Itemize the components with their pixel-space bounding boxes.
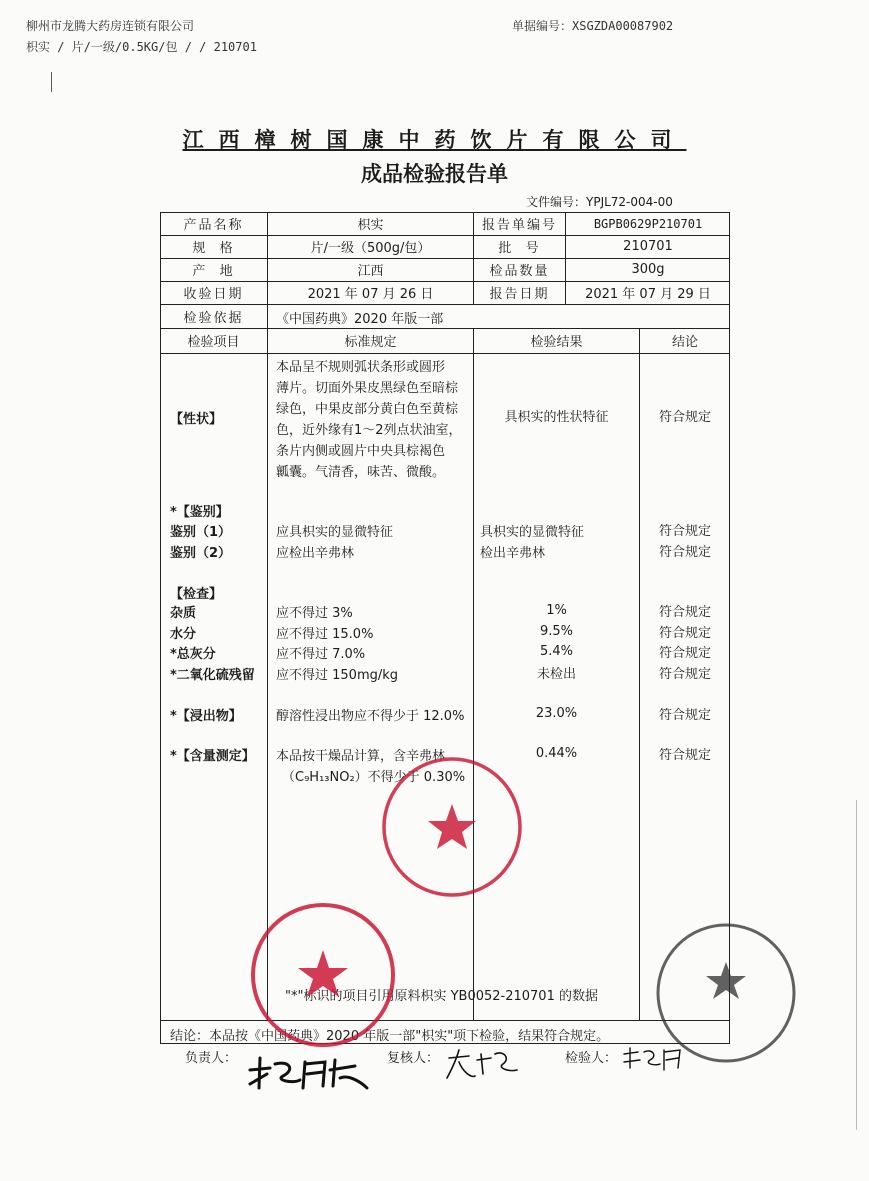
- identification-header: *【鉴别】: [170, 505, 229, 520]
- character-line: 绿色，中果皮部分黄白色至黄棕: [276, 402, 459, 417]
- identification-conclusion: 符合规定: [658, 523, 711, 539]
- responsible-label: 负责人：: [185, 1051, 238, 1066]
- receive-date: 2021 年 07 月 26 日: [307, 287, 434, 302]
- scan-edge-line: [856, 800, 857, 1130]
- character-line: 瓤囊。气清香，味苦、微酸。: [276, 465, 446, 480]
- report-date: 2021 年 07 月 29 日: [585, 287, 711, 302]
- origin: 江西: [357, 264, 384, 279]
- extract-conclusion: 符合规定: [658, 707, 711, 723]
- character-standard: [276, 357, 476, 483]
- responsible-signature: [245, 1050, 375, 1095]
- origin-label: 产 地: [192, 264, 235, 279]
- final-conclusion: 结论：本品按《中国药典》2020 年版一部"枳实"项下检验，结果符合规定。: [170, 1029, 610, 1044]
- check-conclusion: 符合规定: [658, 645, 711, 661]
- inspection-seal-stamp: [651, 918, 801, 1068]
- check-result: 1%: [546, 602, 567, 618]
- quality-seal-stamp: [377, 752, 527, 902]
- reviewer-signature: [445, 1044, 525, 1084]
- character-conclusion: 符合规定: [658, 409, 711, 425]
- check-conclusion: 符合规定: [658, 666, 711, 682]
- basis-label: 检验依据: [183, 310, 244, 326]
- identification-standard: 应具枳实的显微特征: [276, 525, 394, 540]
- batch-label: 批 号: [498, 241, 541, 256]
- assay-conclusion: 符合规定: [658, 747, 711, 763]
- header-doc-no: 单据编号：XSGZDA00087902: [512, 19, 674, 33]
- header-company: 柳州市龙腾大药房连锁有限公司: [26, 19, 195, 33]
- check-standard: 应不得过 15.0%: [276, 627, 374, 642]
- identification-conclusion: 符合规定: [658, 544, 711, 560]
- report-company-title: 江西樟树国康中药饮片有限公司: [182, 128, 687, 152]
- character-line: 本品呈不规则弧状条形或圆形: [276, 360, 446, 375]
- header-product-line: 枳实 / 片/一级/0.5KG/包 / / 210701: [26, 40, 257, 54]
- spec-label: 规 格: [192, 241, 235, 256]
- check-standard: 应不得过 3%: [276, 606, 353, 621]
- extract-result: 23.0%: [535, 705, 578, 721]
- character-item: 【性状】: [170, 412, 223, 427]
- col-header-standard: 标准规定: [344, 335, 397, 350]
- extract-standard: 醇溶性浸出物应不得少于 12.0%: [276, 709, 465, 724]
- identification-item: 鉴别（1）: [170, 525, 232, 540]
- identification-result: 检出辛弗林: [480, 546, 546, 561]
- col-header-result: 检验结果: [530, 335, 583, 350]
- row-divider: [160, 1020, 730, 1021]
- product-name-label: 产品名称: [183, 218, 244, 233]
- check-item: 杂质: [170, 606, 197, 621]
- check-standard: 应不得过 150mg/kg: [276, 668, 399, 683]
- check-item: 水分: [170, 627, 197, 642]
- file-number: 文件编号：YPJL72-004-00: [526, 195, 673, 209]
- identification-item: 鉴别（2）: [170, 546, 232, 561]
- checks-header: 【检查】: [170, 587, 223, 602]
- report-title: 成品检验报告单: [361, 162, 508, 186]
- check-conclusion: 符合规定: [658, 604, 711, 620]
- test-seal-stamp: [248, 900, 398, 1050]
- row-divider: [160, 353, 730, 354]
- qty: 300g: [631, 262, 665, 277]
- character-line: 色，近外缘有1～2列点状油室，: [276, 423, 462, 438]
- basis: 《中国药典》2020 年版一部: [276, 312, 444, 327]
- identification-result: 具枳实的显微特征: [480, 525, 585, 540]
- spec: 片/一级（500g/包）: [310, 241, 431, 256]
- report-no-label: 报告单编号: [481, 218, 557, 233]
- product-name: 枳实: [357, 218, 384, 233]
- inspector-label: 检验人：: [565, 1051, 618, 1066]
- margin-mark: [51, 72, 52, 92]
- character-line: 薄片。切面外果皮黑绿色至暗棕: [276, 381, 459, 396]
- identification-standard: 应检出辛弗林: [276, 546, 355, 561]
- check-item: *总灰分: [170, 647, 216, 662]
- check-item: *二氧化硫残留: [170, 668, 255, 683]
- check-result: 5.4%: [539, 643, 574, 659]
- reviewer-label: 复核人：: [387, 1051, 440, 1066]
- assay-result: 0.44%: [535, 745, 578, 761]
- batch: 210701: [623, 239, 673, 254]
- data-source-note: "*"标识的项目引用原料枳实 YB0052-210701 的数据: [285, 989, 598, 1004]
- report-date-label: 报告日期: [489, 287, 550, 302]
- character-result: 具枳实的性状特征: [504, 409, 609, 425]
- assay-item: *【含量测定】: [170, 749, 255, 764]
- check-result: 未检出: [536, 666, 576, 682]
- report-no: BGPB0629P210701: [593, 216, 703, 231]
- extract-item: *【浸出物】: [170, 709, 242, 724]
- check-result: 9.5%: [539, 623, 574, 639]
- check-conclusion: 符合规定: [658, 625, 711, 641]
- character-line: 条片内侧或圆片中央具棕褐色: [276, 444, 446, 459]
- assay-standard-formula: （C₉H₁₃NO₂）不得少于 0.30%: [282, 770, 466, 785]
- check-standard: 应不得过 7.0%: [276, 647, 366, 662]
- receive-date-label: 收验日期: [183, 287, 244, 302]
- col-header-conclusion: 结论: [671, 335, 698, 350]
- qty-label: 检品数量: [489, 264, 550, 279]
- assay-standard: 本品按干燥品计算，含辛弗林: [276, 749, 446, 764]
- col-header-item: 检验项目: [187, 335, 240, 350]
